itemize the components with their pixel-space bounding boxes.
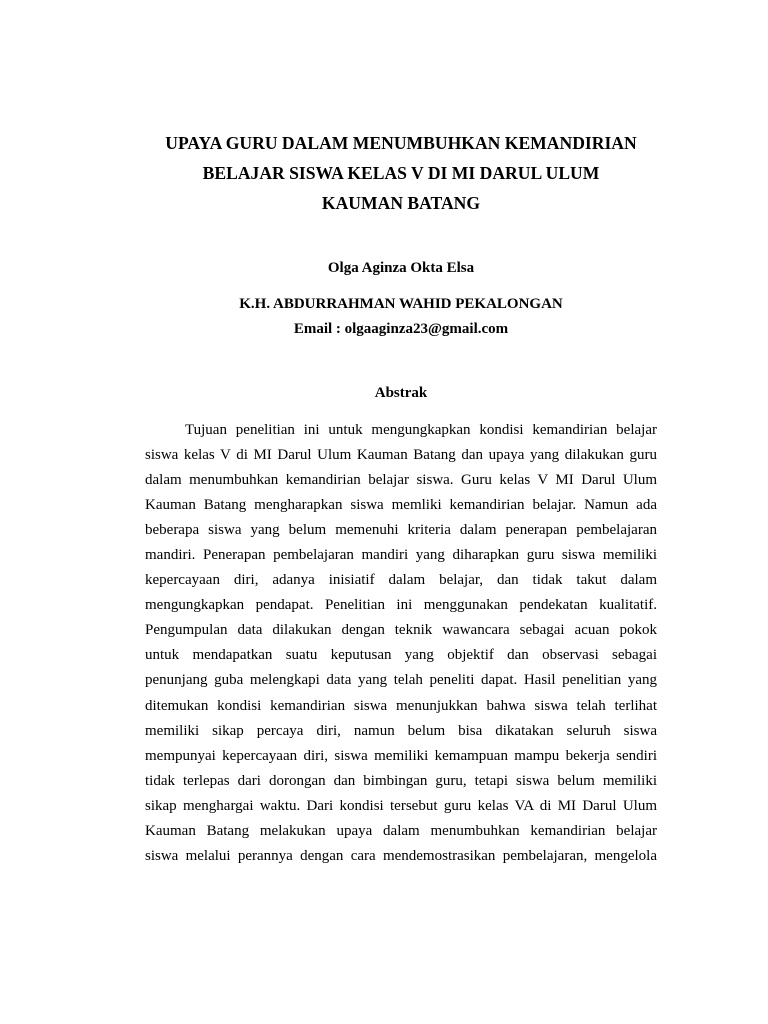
abstract-line: kepercayaan diri, adanya inisiatif dalam belajar, dan tidak takut dalam: [145, 572, 657, 589]
abstract-body: [145, 418, 657, 870]
abstract-heading: Abstrak: [374, 385, 428, 401]
abstract-line: Tujuan penelitian ini untuk mengungkapkan kondisi kemandirian belajar: [185, 421, 657, 438]
author-email: Email : olgaaginza23@gmail.com: [293, 321, 509, 337]
abstract-line: siswa melalui perannya dengan cara mendemostrasikan pembelajaran, mengelola: [145, 848, 657, 865]
author-name: Olga Aginza Okta Elsa: [327, 260, 475, 276]
author-affiliation: K.H. ABDURRAHMAN WAHID PEKALONGAN: [239, 296, 563, 312]
abstract-line: penunjang guba melengkapi data yang telah peneliti dapat. Hasil penelitian yang: [145, 672, 657, 689]
abstract-line: memiliki sikap percaya diri, namun belum bisa dikatakan seluruh siswa: [145, 722, 657, 739]
abstract-line: Kauman Batang melakukan upaya dalam menumbuhkan kemandirian belajar: [145, 823, 657, 839]
title-line: BELAJAR SISWA KELAS V DI MI DARUL ULUM: [202, 163, 600, 183]
abstract-line: mempunyai kepercayaan diri, siswa memiliki kemampuan mampu bekerja sendiri: [145, 747, 657, 764]
abstract-line: untuk mendapatkan suatu keputusan yang objektif dan observasi sebagai: [145, 647, 657, 664]
abstract-line: ditemukan kondisi kemandirian siswa menunjukkan bahwa siswa telah terlihat: [145, 697, 657, 714]
abstract-line: siswa kelas V di MI Darul Ulum Kauman Batang dan upaya yang dilakukan guru: [145, 446, 657, 463]
abstract-line: beberapa siswa yang belum memenuhi kriteria dalam penerapan pembelajaran: [145, 521, 657, 538]
abstract-line: tidak terlepas dari dorongan dan bimbingan guru, tetapi siswa belum memiliki: [145, 772, 657, 789]
abstract-line: mengungkapkan pendapat. Penelitian ini menggunakan pendekatan kualitatif.: [145, 597, 657, 614]
title-line: UPAYA GURU DALAM MENUMBUHKAN KEMANDIRIAN: [165, 133, 637, 153]
paper-title: [145, 128, 657, 218]
abstract-line: mandiri. Penerapan pembelajaran mandiri yang diharapkan guru siswa memiliki: [145, 546, 657, 563]
abstract-line: sikap menghargai waktu. Dari kondisi tersebut guru kelas VA di MI Darul Ulum: [145, 797, 657, 814]
abstract-line: Pengumpulan data dilakukan dengan teknik wawancara sebagai acuan pokok: [145, 622, 657, 639]
abstract-line: Kauman Batang mengharapkan siswa memliki kemandirian belajar. Namun ada: [145, 496, 657, 513]
title-line: KAUMAN BATANG: [321, 193, 481, 213]
abstract-line: dalam menumbuhkan kemandirian belajar siswa. Guru kelas V MI Darul Ulum: [145, 471, 657, 488]
